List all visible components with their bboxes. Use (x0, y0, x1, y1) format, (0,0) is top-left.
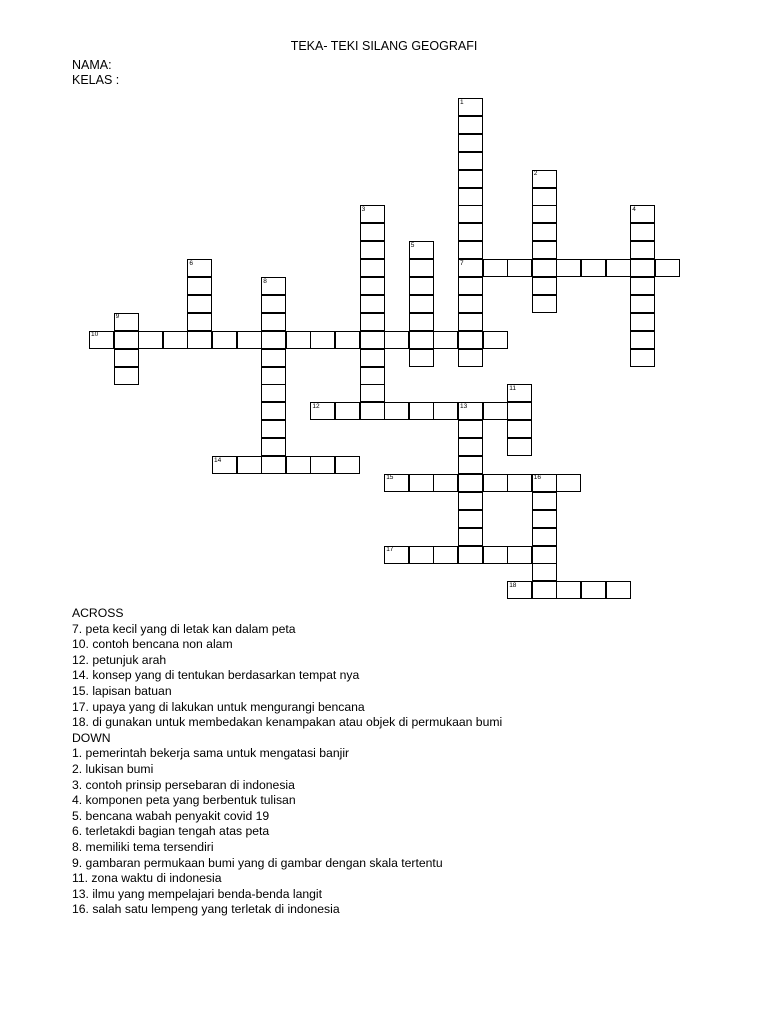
grid-cell[interactable] (261, 402, 286, 420)
grid-cell[interactable] (483, 331, 508, 349)
down-clue: 13. ilmu yang mempelajari benda-benda langit (72, 886, 322, 901)
clue-number: 2 (533, 170, 538, 178)
across-clue: 14. konsep yang di tentukan berdasarkan tempat nya (72, 668, 360, 683)
clue-number: 12 (312, 402, 320, 410)
grid-cell[interactable] (187, 277, 212, 295)
grid-cell[interactable] (483, 546, 508, 564)
clue-number: 17 (386, 546, 394, 553)
grid-cell[interactable] (458, 295, 483, 313)
grid-cell[interactable] (409, 331, 434, 349)
grid-cell[interactable] (532, 241, 557, 259)
grid-cell[interactable] (261, 367, 286, 385)
grid-cell[interactable] (286, 456, 311, 474)
grid-cell[interactable] (458, 492, 483, 510)
grid-cell[interactable] (507, 546, 532, 564)
grid-cell[interactable] (581, 259, 606, 277)
grid-cell[interactable] (409, 259, 434, 277)
grid-cell[interactable] (286, 331, 311, 349)
clue-number: 18 (509, 581, 517, 589)
grid-cell[interactable] (261, 349, 286, 367)
grid-cell[interactable] (187, 313, 212, 331)
grid-cell[interactable] (606, 581, 631, 599)
grid-cell[interactable] (261, 331, 286, 349)
grid-cell[interactable] (114, 349, 139, 367)
grid-cell[interactable] (335, 456, 360, 474)
grid-cell[interactable] (384, 331, 409, 349)
grid-cell[interactable] (187, 331, 212, 349)
clue-number: 3 (361, 205, 366, 213)
down-clue: 9. gambaran permukaan bumi yang di gambar dengan skala tertentu (72, 855, 443, 870)
clue-list (72, 606, 502, 918)
name-label: NAMA: (72, 58, 112, 72)
grid-cell[interactable] (458, 510, 483, 528)
grid-cell[interactable] (532, 259, 557, 277)
grid-cell[interactable] (630, 331, 655, 349)
clue-number: 15 (386, 474, 394, 482)
grid-cell[interactable] (458, 188, 483, 206)
grid-cell[interactable] (532, 295, 557, 313)
clue-number: 11 (509, 384, 516, 392)
grid-cell[interactable] (556, 581, 581, 599)
grid-cell[interactable] (630, 313, 655, 331)
grid-cell[interactable] (187, 295, 212, 313)
grid-cell[interactable] (556, 474, 581, 492)
clue-number: 13 (460, 402, 468, 410)
grid-cell[interactable] (507, 402, 532, 420)
across-heading: ACROSS (72, 606, 124, 620)
down-clue: 2. lukisan bumi (72, 761, 154, 776)
grid-cell[interactable] (458, 170, 483, 188)
grid-cell[interactable] (507, 259, 532, 277)
grid-cell[interactable] (532, 492, 557, 510)
grid-cell[interactable] (458, 420, 483, 438)
down-clue: 3. contoh prinsip persebaran di indonesia (72, 777, 295, 792)
grid-cell[interactable] (138, 331, 163, 349)
across-clue: 17. upaya yang di lakukan untuk mengurangi bencana (72, 699, 365, 714)
grid-cell[interactable] (630, 259, 655, 277)
clue-number: 10 (91, 331, 99, 339)
grid-cell[interactable] (261, 456, 286, 474)
grid-cell[interactable] (483, 259, 508, 277)
grid-cell[interactable] (409, 295, 434, 313)
grid-cell[interactable] (483, 474, 508, 492)
grid-cell[interactable] (360, 241, 385, 259)
grid-cell[interactable] (360, 349, 385, 367)
across-clue: 12. petunjuk arah (72, 652, 167, 667)
clue-number: 6 (189, 259, 194, 267)
clue-number: 4 (632, 205, 636, 213)
grid-cell[interactable] (409, 402, 434, 420)
grid-cell[interactable] (335, 331, 360, 349)
grid-cell[interactable] (261, 295, 286, 313)
grid-cell[interactable] (360, 223, 385, 241)
grid-cell[interactable] (360, 331, 385, 349)
grid-cell[interactable] (630, 295, 655, 313)
grid-cell[interactable] (310, 331, 335, 349)
grid-cell[interactable] (458, 438, 483, 456)
grid-cell[interactable] (532, 581, 557, 599)
down-clue: 8. memiliki tema tersendiri (72, 839, 214, 854)
clue-number: 9 (115, 313, 120, 321)
clue-number: 5 (410, 241, 415, 249)
grid-cell[interactable] (409, 313, 434, 331)
grid-cell[interactable] (114, 331, 139, 349)
grid-cell[interactable] (163, 331, 188, 349)
grid-cell[interactable] (458, 313, 483, 331)
grid-cell[interactable] (630, 277, 655, 295)
grid-cell[interactable] (360, 259, 385, 277)
grid-cell[interactable] (409, 277, 434, 295)
down-clue: 1. pemerintah bekerja sama untuk mengatasi banjir (72, 746, 350, 761)
grid-cell[interactable] (532, 546, 557, 564)
grid-cell[interactable] (384, 402, 409, 420)
grid-cell[interactable] (458, 331, 483, 349)
down-clue: 16. salah satu lempeng yang terletak di indonesia (72, 902, 340, 917)
grid-cell[interactable] (433, 546, 458, 564)
grid-cell[interactable] (458, 277, 483, 295)
grid-cell[interactable] (409, 349, 434, 367)
grid-cell[interactable] (360, 295, 385, 313)
class-label: KELAS : (72, 73, 120, 87)
grid-cell[interactable] (532, 563, 557, 581)
grid-cell[interactable] (458, 205, 483, 223)
across-clue: 15. lapisan batuan (72, 683, 172, 698)
clue-number: 7 (460, 259, 464, 267)
grid-cell[interactable] (581, 581, 606, 599)
down-clue: 6. terletakdi bagian tengah atas peta (72, 824, 270, 839)
grid-cell[interactable] (532, 528, 557, 546)
grid-cell[interactable] (630, 223, 655, 241)
grid-cell[interactable] (532, 188, 557, 206)
grid-cell[interactable] (507, 438, 532, 456)
grid-cell[interactable] (458, 349, 483, 367)
grid-cell[interactable] (360, 313, 385, 331)
page-title: TEKA- TEKI SILANG GEOGRAFI (290, 39, 478, 53)
grid-cell[interactable] (237, 456, 262, 474)
grid-cell[interactable] (532, 205, 557, 223)
grid-cell[interactable] (532, 223, 557, 241)
grid-cell[interactable] (458, 241, 483, 259)
grid-cell[interactable] (532, 510, 557, 528)
grid-cell[interactable] (433, 402, 458, 420)
down-heading: DOWN (72, 730, 111, 745)
grid-cell[interactable] (433, 474, 458, 492)
grid-cell[interactable] (458, 152, 483, 170)
grid-cell[interactable] (630, 241, 655, 259)
grid-cell[interactable] (310, 456, 335, 474)
down-clue: 5. bencana wabah penyakit covid 19 (72, 808, 270, 823)
grid-cell[interactable] (507, 474, 532, 492)
across-clue: 10. contoh bencana non alam (72, 637, 233, 652)
grid-cell[interactable] (409, 474, 434, 492)
grid-cell[interactable] (458, 223, 483, 241)
grid-cell[interactable] (360, 367, 385, 385)
clue-number: 1 (460, 98, 464, 106)
grid-cell[interactable] (114, 367, 139, 385)
across-clue: 7. peta kecil yang di letak kan dalam peta (72, 621, 296, 636)
grid-cell[interactable] (458, 456, 483, 474)
grid-cell[interactable] (360, 384, 385, 402)
grid-cell[interactable] (360, 402, 385, 420)
grid-cell[interactable] (458, 474, 483, 492)
clue-number: 8 (263, 277, 267, 285)
grid-cell[interactable] (335, 402, 360, 420)
across-clue: 18. di gunakan untuk membedakan kenampakan atau objek di permukaan bumi (72, 715, 503, 730)
grid-cell[interactable] (556, 259, 581, 277)
down-clue: 11. zona waktu di indonesia (72, 871, 222, 886)
grid-cell[interactable] (507, 420, 532, 438)
grid-cell[interactable] (261, 438, 286, 456)
grid-cell[interactable] (360, 277, 385, 295)
grid-cell[interactable] (237, 331, 262, 349)
grid-cell[interactable] (409, 546, 434, 564)
grid-cell[interactable] (458, 134, 483, 152)
grid-cell[interactable] (212, 331, 237, 349)
clue-number: 16 (533, 474, 542, 482)
grid-cell[interactable] (606, 259, 631, 277)
grid-cell[interactable] (458, 528, 483, 546)
grid-cell[interactable] (458, 546, 483, 564)
grid-cell[interactable] (261, 420, 286, 438)
grid-cell[interactable] (630, 349, 655, 367)
grid-cell[interactable] (458, 116, 483, 134)
grid-cell[interactable] (261, 384, 286, 402)
grid-cell[interactable] (532, 277, 557, 295)
grid-cell[interactable] (483, 402, 508, 420)
grid-cell[interactable] (261, 313, 286, 331)
grid-cell[interactable] (433, 331, 458, 349)
clue-number: 14 (214, 456, 222, 464)
grid-cell[interactable] (655, 259, 680, 277)
down-clue: 4. komponen peta yang berbentuk tulisan (72, 793, 296, 808)
